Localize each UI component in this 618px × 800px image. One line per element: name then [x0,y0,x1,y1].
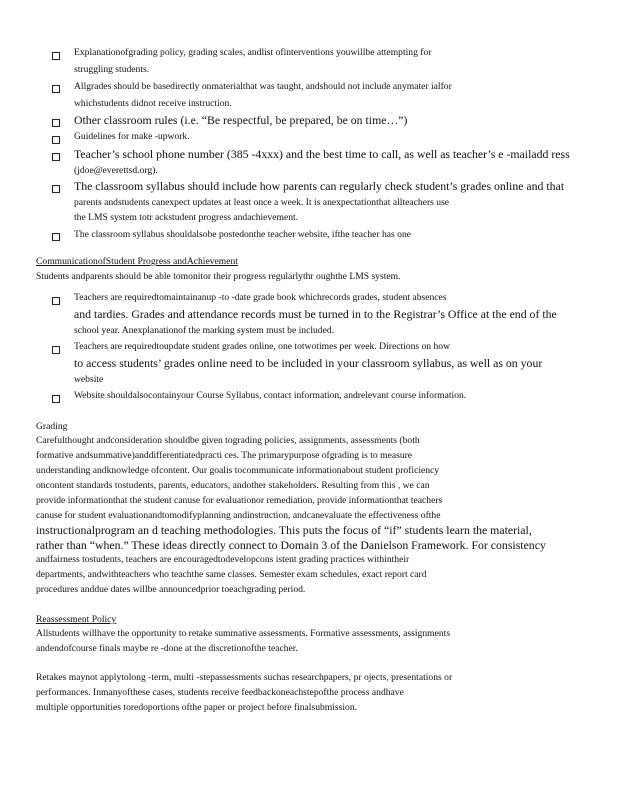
list2-item3-line1: Website shouldalsocontainyour Course Syllabus, contact information, andrelevant course information. [74,390,467,401]
grading-line: departments, andwithteachers who teachthe same classes. Semester exam schedules, exact report card [36,569,427,580]
list1-item5-line2: (jdoe@everettsd.org). [74,165,158,176]
bullet-marker [52,297,60,305]
bullet-marker [52,233,60,241]
retake-line: performances. Inmanyofthese cases, students receive feedbackoneachstepofthe process andhave [36,687,404,698]
reassessment-line: Allstudents willhave the opportunity to retake summative assessments. Formative assessments, assignments [36,628,451,639]
grading-line: understanding andknowledge ofcontent. Our goalis tocommunicate informationabout student proficiency [36,465,440,476]
bullet-marker [52,136,60,144]
list1-item6-line2: parents andstudents canexpect updates at least once a week. It is anexpectationthat allteachers use [74,197,450,208]
list1-item2-line2: whichstudents didnot receive instruction. [74,98,232,109]
grading-line: rather than “when.” These ideas directly connect to Domain 3 of the Danielson Framework. For consistency [36,538,546,552]
bullet-marker [52,85,60,93]
grading-line: oncontent standards tostudents, parents, educators, andother stakeholders. Resulting from this , we can [36,480,430,491]
grading-heading: Grading [36,421,68,432]
list2-item2-line2: to access students’ grades online need to be included in your classroom syllabus, as well as on your [74,356,543,370]
list1-item1-line2: struggling students. [74,64,150,75]
list2-item1-line2: and tardies. Grades and attendance records must be turned in to the Registrar’s Office at the end of the [74,307,557,321]
communication-heading: CommunicationofStudent Progress andAchievement [36,256,238,267]
reassessment-line: andendofcourse finals maybe re -done at the discretionofthe teacher. [36,643,298,654]
retake-line: Retakes maynot applytolong -term, multi -stepassessments suchas researchpapers, pr ojects, presentations or [36,672,453,683]
bullet-marker [52,52,60,60]
list2-item2-line1: Teachers are requiredtoupdate student grades online, one totwotimes per week. Directions on how [74,341,451,352]
list2-item1-line3: school year. Anexplanationof the marking system must be included. [74,325,335,336]
list1-item4-line1: Guidelines for make -upwork. [74,131,190,142]
list1-item7-line1: The classroom syllabus shouldalsobe postedonthe teacher website, ifthe teacher has one [74,229,412,240]
bullet-marker [52,346,60,354]
list1-item3-line1: Other classroom rules (i.e. “Be respectful, be prepared, be on time…”) [74,113,408,127]
bullet-marker [52,395,60,403]
grading-line: Carefulthought andconsideration shouldbe given tograding policies, assignments, assessments (both [36,435,420,446]
list1-item2-line1: Allgrades should be basedirectly onmaterialthat was taught, andshould not include anymater ialfor [74,81,452,92]
list1-item1-line1: Explanationofgrading policy, grading scales, andlist ofinterventions youwillbe attempting for [74,47,432,58]
list1-item6-line3: the LMS system totr ackstudent progress andachievement. [74,212,299,223]
communication-intro: Students andparents should be able tomonitor their progress regularlythr oughthe LMS system. [36,271,401,282]
grading-line: andfairness tostudents, teachers are encouragedtodevelopcons istent grading practices withintheir [36,554,410,565]
reassessment-heading: Reassessment Policy [36,614,117,625]
grading-line: procedures anddue dates willbe announcedprior toeachgrading period. [36,584,306,595]
bullet-marker [52,119,60,127]
list2-item1-line1: Teachers are requiredtomaintainanup -to -date grade book whichrecords grades, student absences [74,292,447,303]
list2-item2-line3: website [74,374,104,385]
grading-line: formative andsummative)anddifferentiatedpracti ces. The primarypurpose ofgrading is to measure [36,450,413,461]
bullet-marker [52,185,60,193]
retake-line: multiple opportunities toredoportions ofthe paper or project before finalsubmission. [36,702,358,713]
bullet-marker [52,153,60,161]
list1-item5-line1: Teacher’s school phone number (385 -4xxx) and the best time to call, as well as teacher’s e -mailadd ress [74,147,570,161]
grading-line: instructionalprogram an d teaching methodologies. This puts the focus of “if” students learn the material, [36,523,532,537]
grading-line: canuse for student evaluationandtomodifyplanning andinstruction, andcanevaluate the effectiveness ofthe [36,510,441,521]
grading-line: provide informationthat the student canuse for evaluationor remediation, provide informationthat teachers [36,495,443,506]
list1-item6-line1: The classroom syllabus should include how parents can regularly check student’s grades online and that [74,179,565,193]
